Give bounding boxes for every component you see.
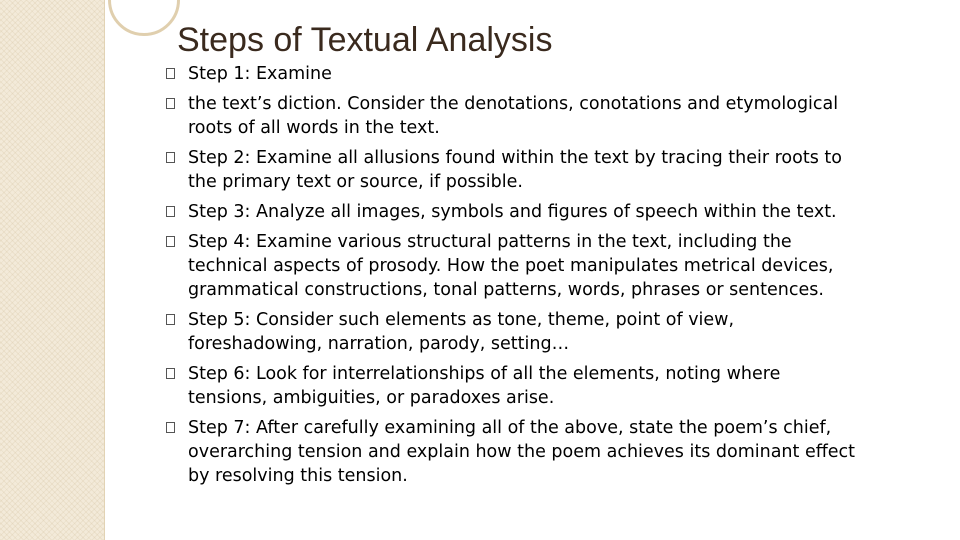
- list-item-text: Step 4: Examine various structural patterns in the text, including the technical aspects of prosody. How the poet manipulates metrical devices, grammatical constructions, tonal patterns, words, phrases or sentences.: [188, 232, 834, 300]
- list-item: [166, 92, 856, 140]
- list-item-text: Step 6: Look for interrelationships of all the elements, noting where tensions, ambiguities, or paradoxes arise.: [188, 364, 781, 408]
- bullet-box-icon: [166, 152, 175, 163]
- bullet-box-icon: [166, 98, 175, 109]
- bullet-box-icon: [166, 68, 175, 79]
- side-band-divider: [104, 0, 105, 540]
- list-item-text: the text’s diction. Consider the denotations, conotations and etymological roots of all words in the text.: [188, 94, 839, 138]
- bullet-box-icon: [166, 236, 175, 247]
- decorative-ring-icon: [108, 0, 180, 36]
- step-list: [166, 62, 856, 494]
- list-item-text: Step 5: Consider such elements as tone, theme, point of view, foreshadowing, narration, parody, setting…: [188, 310, 735, 354]
- list-item: [166, 230, 856, 302]
- bullet-box-icon: [166, 368, 175, 379]
- list-item-text: Step 3: Analyze all images, symbols and figures of speech within the text.: [188, 202, 837, 222]
- slide-title: Steps of Textual Analysis: [177, 21, 553, 59]
- list-item: [166, 362, 856, 410]
- bullet-box-icon: [166, 314, 175, 325]
- list-item: [166, 62, 856, 86]
- bullet-box-icon: [166, 422, 175, 433]
- list-item: [166, 200, 856, 224]
- decorative-side-band: [0, 0, 104, 540]
- list-item: [166, 308, 856, 356]
- list-item-text: Step 1: Examine: [188, 64, 332, 84]
- list-item: [166, 416, 856, 488]
- list-item: [166, 146, 856, 194]
- list-item-text: Step 2: Examine all allusions found within the text by tracing their roots to the primary text or source, if possible.: [188, 148, 842, 192]
- bullet-box-icon: [166, 206, 175, 217]
- list-item-text: Step 7: After carefully examining all of the above, state the poem’s chief, overarching tension and explain how the poem achieves its dominant effect by resolving this tension.: [188, 418, 856, 486]
